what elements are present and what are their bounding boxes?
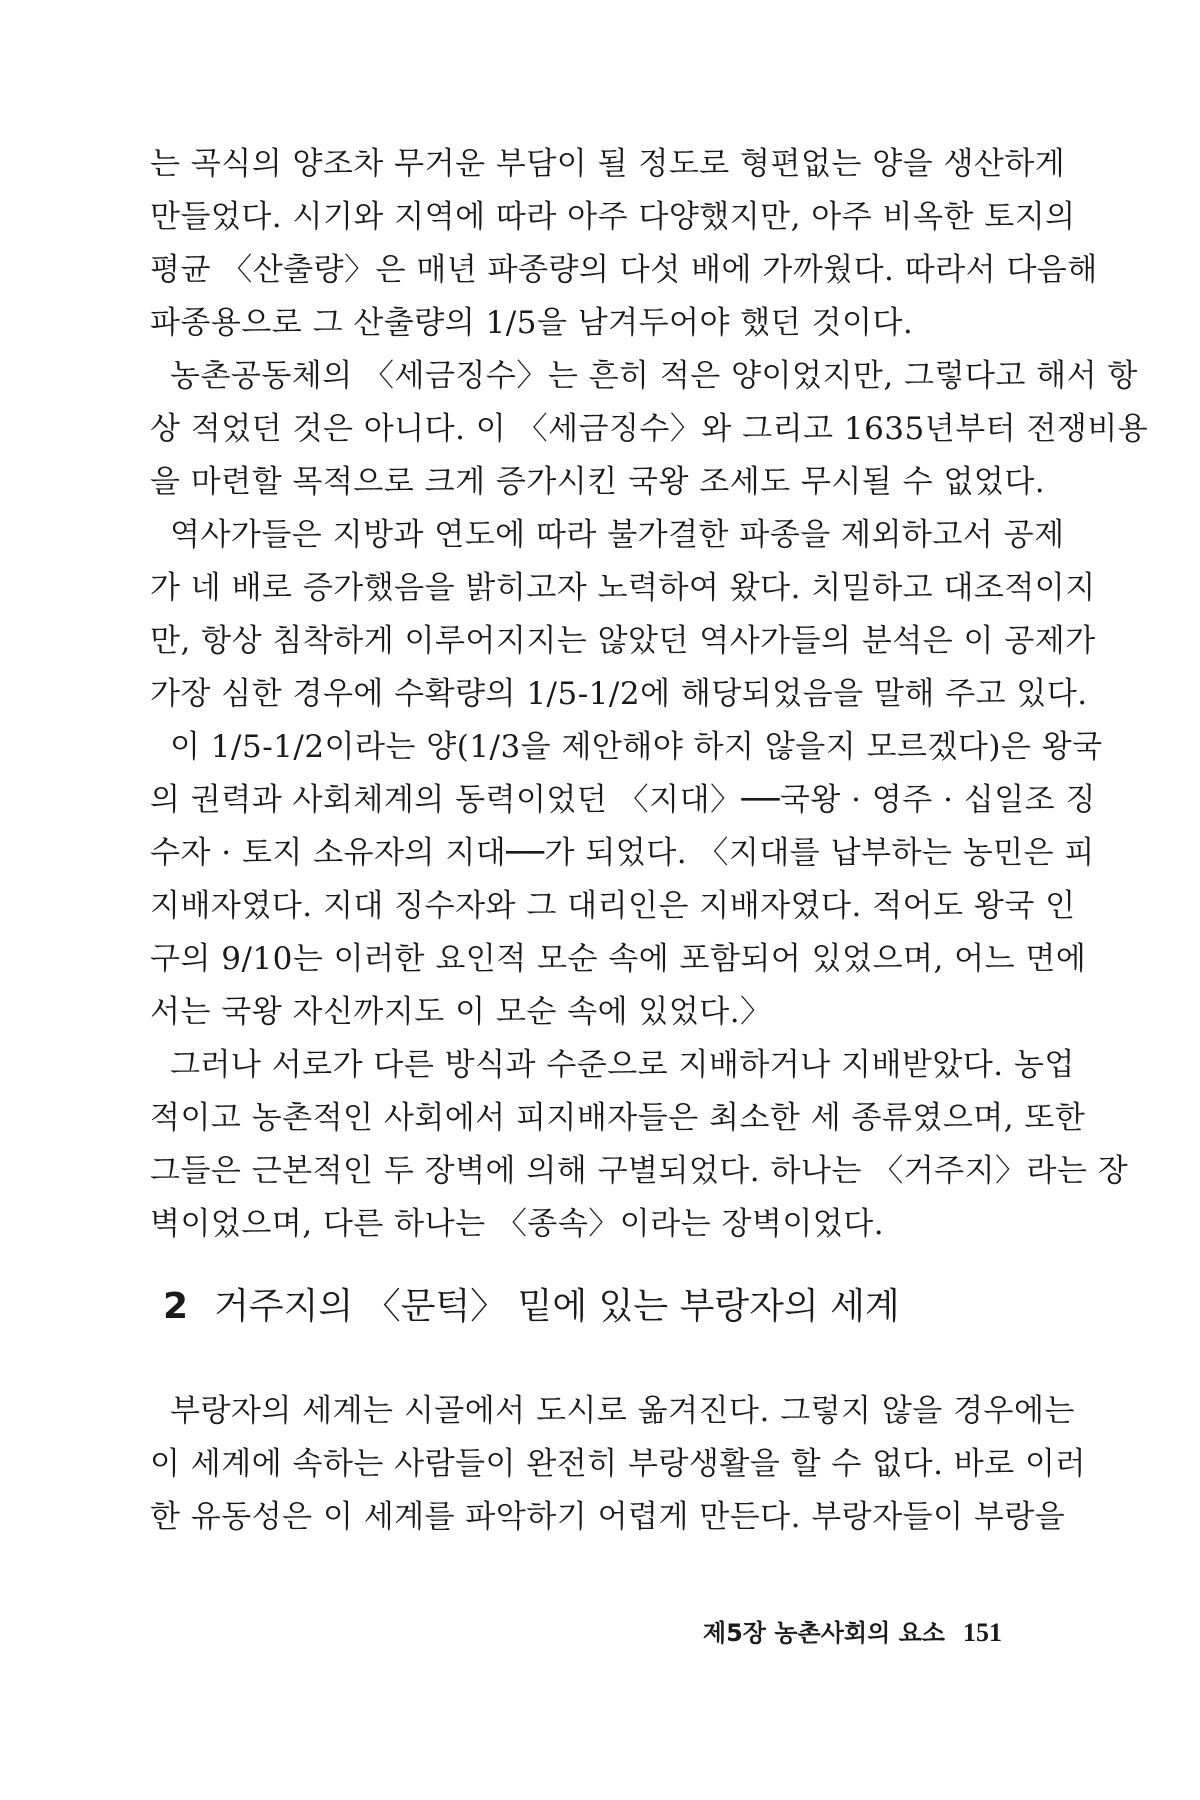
paragraph-3 <box>150 509 1096 721</box>
page-footer <box>703 1616 1002 1650</box>
section-title: 거주지의 〈문턱〉 밑에 있는 부랑자의 세계 <box>214 1286 900 1327</box>
text-line: 이 세계에 속하는 사람들이 완전히 부랑생활을 할 수 없다. 바로 이러 <box>150 1446 1086 1482</box>
text-line: 만, 항상 침착하게 이루어지지는 않았던 역사가들의 분석은 이 공제가 <box>150 623 1096 659</box>
text-line: 파종용으로 그 산출량의 1/5을 남겨두어야 했던 것이다. <box>150 305 914 341</box>
text-line: 서는 국왕 자신까지도 이 모순 속에 있었다.〉 <box>150 994 772 1030</box>
paragraph-5 <box>150 1039 1129 1251</box>
text-line: 역사가들은 지방과 연도에 따라 불가결한 파종을 제외하고서 공제 <box>170 517 1065 553</box>
text-line: 을 마련할 목적으로 크게 증가시킨 국왕 조세도 무시될 수 없었다. <box>150 464 1046 500</box>
page-number: 151 <box>963 1618 1002 1647</box>
paragraph-1 <box>150 138 1098 350</box>
text-line: 적이고 농촌적인 사회에서 피지배자들은 최소한 세 종류였으며, 또한 <box>150 1100 1086 1136</box>
text-line: 만들었다. 시기와 지역에 따라 아주 다양했지만, 아주 비옥한 토지의 <box>150 199 1076 235</box>
text-line: 가장 심한 경우에 수확량의 1/5-1/2에 해당되었음을 말해 주고 있다. <box>150 676 1088 712</box>
text-line: 그들은 근본적인 두 장벽에 의해 구별되었다. 하나는 〈거주지〉라는 장 <box>150 1153 1129 1189</box>
text-line: 구의 9/10는 이러한 요인적 모순 속에 포함되어 있었으며, 어느 면에 <box>150 941 1087 977</box>
text-line: 지배자였다. 지대 징수자와 그 대리인은 지배자였다. 적어도 왕국 인 <box>150 888 1076 924</box>
text-line: 그러나 서로가 다른 방식과 수준으로 지배하거나 지배받았다. 농업 <box>170 1047 1075 1083</box>
body-text <box>150 138 1149 1251</box>
text-line: 부랑자의 세계는 시골에서 도시로 옮겨진다. 그렇지 않을 경우에는 <box>170 1393 1075 1429</box>
running-footer-chapter: 제5장 농촌사회의 요소 <box>702 1619 945 1647</box>
paragraph-2 <box>150 350 1149 509</box>
text-line: 농촌공동체의 〈세금징수〉는 흔히 적은 양이었지만, 그렇다고 해서 항 <box>170 358 1138 394</box>
text-line: 상 적었던 것은 아니다. 이 〈세금징수〉와 그리고 1635년부터 전쟁비용 <box>150 411 1149 447</box>
text-line: 는 곡식의 양조차 무거운 부담이 될 정도로 형편없는 양을 생산하게 <box>150 146 1066 182</box>
section-number: 2 <box>163 1286 189 1327</box>
paragraph-4 <box>150 721 1103 1039</box>
text-line: 평균 〈산출량〉은 매년 파종량의 다섯 배에 가까웠다. 따라서 다음해 <box>150 252 1098 288</box>
text-line: 이 1/5-1/2이라는 양(1/3을 제안해야 하지 않을지 모르겠다)은 왕국 <box>170 729 1103 765</box>
text-line: 벽이었으며, 다른 하나는 〈종속〉이라는 장벽이었다. <box>150 1206 885 1242</box>
section-heading <box>163 1282 900 1332</box>
text-line: 수자 · 토지 소유자의 지대──가 되었다. 〈지대를 납부하는 농민은 피 <box>150 835 1095 871</box>
section-body <box>150 1385 1086 1544</box>
text-line: 가 네 배로 증가했음을 밝히고자 노력하여 왔다. 치밀하고 대조적이지 <box>150 570 1096 606</box>
text-line: 의 권력과 사회체계의 동력이었던 〈지대〉──국왕 · 영주 · 십일조 징 <box>150 782 1096 818</box>
text-line: 한 유동성은 이 세계를 파악하기 어렵게 만든다. 부랑자들이 부랑을 <box>150 1499 1066 1535</box>
